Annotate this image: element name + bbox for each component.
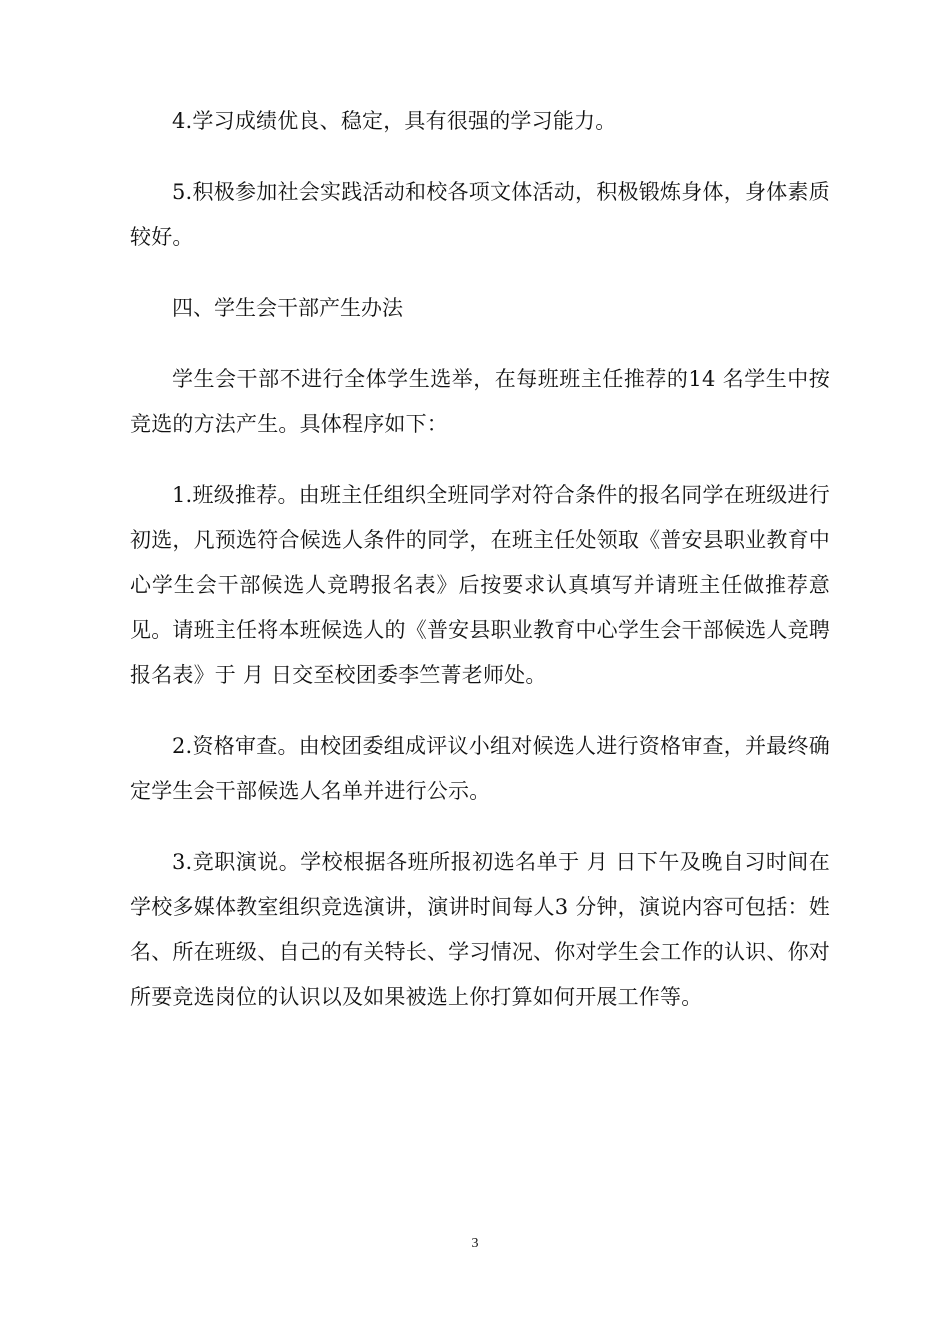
paragraph-election-intro: 学生会干部不进行全体学生选举，在每班班主任推荐的14 名学生中按竞选的方法产生。具体程序如下： — [130, 367, 830, 436]
paragraph-step-1-class-recommendation: 1.班级推荐。由班主任组织全班同学对符合条件的报名同学在班级进行初选，凡预选符合候选人条件的同学，在班主任处领取《普安县职业教育中心学生会干部候选人竞聘报名表》后按要求认真填写并请班主任做推荐意见。请班主任将本班候选人的《普安县职业教育中心学生会干部候选人竞聘报名表》于 月 日交至校团委李竺菁老师处。 — [130, 483, 830, 687]
paragraph-step-3-campaign-speech: 3.竞职演说。学校根据各班所报初选名单于 月 日下午及晚自习时间在学校多媒体教室组织竞选演讲，演讲时间每人3 分钟，演说内容可包括：姓名、所在班级、自己的有关特长、学习情况、你对学生会工作的认识、你对所要竞选岗位的认识以及如果被选上你打算如何开展工作等。 — [130, 850, 830, 1009]
paragraph-step-2-qualification-review: 2.资格审查。由校团委组成评议小组对候选人进行资格审查，并最终确定学生会干部候选人名单并进行公示。 — [130, 734, 830, 803]
section-heading-election-method: 四、学生会干部产生办法 — [172, 296, 403, 320]
paragraph-criterion-5: 5.积极参加社会实践活动和校各项文体活动，积极锻炼身体，身体素质较好。 — [130, 180, 830, 249]
document-body — [130, 99, 830, 1046]
paragraph-criterion-4: 4.学习成绩优良、稳定，具有很强的学习能力。 — [172, 109, 617, 133]
page-number: 3 — [471, 1236, 479, 1251]
